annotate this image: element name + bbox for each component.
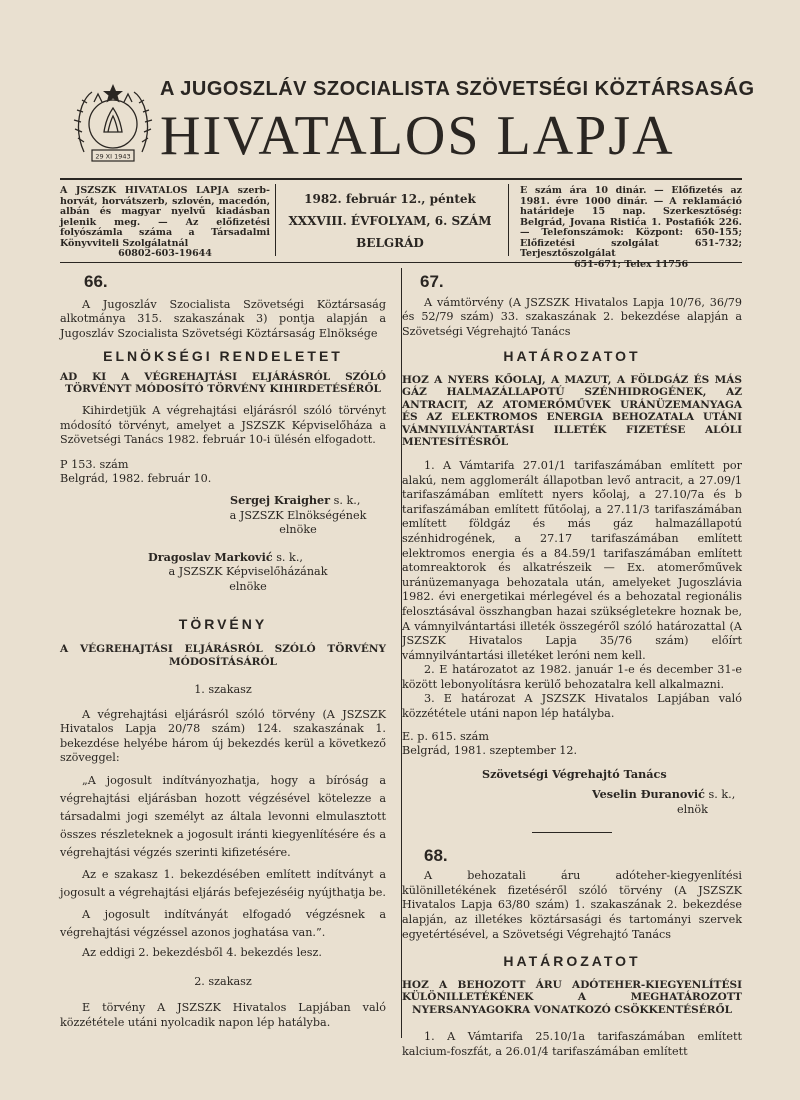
signature-markovic	[60, 550, 386, 566]
resolution-intro: A behozatali áru adóteher-kiegyenlítési különilletékének fizetéséről szóló törvény (A JSZSZK Hivatalos Lapja 63/80 szám) 1. szakaszának 2. bekezdése alapján, az illetékes köztársasági és tartományi szervek egyetértésével, a Szövetségi Végrehajtó Tanács	[402, 869, 742, 941]
header-left-info	[60, 186, 270, 260]
left-column	[60, 272, 386, 1030]
law-paragraph: Az e szakasz 1. bekezdésében említett indítványt a jogosult a végrehajtási eljárás befejezéséig nyújthatja be.	[60, 868, 386, 900]
law-title: A VÉGREHAJTÁSI ELJÁRÁSRÓL SZÓLÓ TÖRVÉNY MÓDOSÍTÁSÁRÓL	[60, 643, 386, 668]
signature-duranovic	[402, 787, 742, 803]
state-emblem	[70, 82, 156, 172]
law-heading: TÖRVÉNY	[178, 615, 268, 632]
signatory-name: Veselin Đuranović	[592, 787, 705, 802]
signatory-role: a JSZSZK Képviselőházának	[168, 565, 328, 579]
law-paragraph: „A jogosult indítványozhatja, hogy a bíróság a végrehajtási eljárásban hozott végzésével kötelezze a társadalmi jogi személyt az általa levonni elmulasztott összes részleteknek a jogosult iránti kiegyenlítésére és a végrehajtási végzés szerinti kifizetésére.	[60, 774, 386, 860]
issue-volume: XXXVIII. ÉVFOLYAM, 6. SZÁM	[288, 214, 492, 228]
header-issue-info	[280, 188, 500, 254]
law-paragraph: Az eddigi 2. bekezdésből 4. bekezdés lesz.	[82, 946, 322, 960]
item-number-66: 66.	[84, 272, 108, 291]
item-number-67: 67.	[420, 272, 444, 291]
section-2-label: 2. szakasz	[194, 974, 252, 988]
emblem-date-text: 29 XI 1943	[95, 152, 131, 161]
header-bottom-rule	[60, 262, 742, 263]
signatory-role: a JSZSZK Elnökségének	[229, 508, 367, 522]
decree-ref-number: P 153. szám	[60, 457, 129, 471]
right-column	[402, 272, 742, 1059]
signatory-name: Dragoslav Marković	[148, 549, 273, 564]
section-1-label: 1. szakasz	[194, 683, 252, 697]
resolution-heading: HATÁROZATOT	[503, 348, 641, 365]
header-divider	[275, 184, 276, 256]
resolution-paragraph: 1. A Vámtarifa 25.10/1a tarifaszámában említett kalcium-foszfát, a 26.01/4 tarifaszámában említett	[402, 1030, 742, 1058]
signatory-role: elnöke	[279, 523, 317, 537]
resolution-paragraph: 2. E határozatot az 1982. január 1-e és december 31-e között lebonyolításra kerülő behozatalra kell alkalmazni.	[402, 663, 742, 691]
resolution-ref-date: Belgrád, 1981. szeptember 12.	[402, 744, 578, 758]
law-paragraph: E törvény A JSZSZK Hivatalos Lapjában való közzététele utáni nyolcadik napon lép hatályba.	[60, 1001, 386, 1029]
header-left-text: A JSZSZK HIVATALOS LAPJA szerb-horvát, horvátszerb, szlovén, macedón, albán és magyar nyelvű kiadásban jelenik meg. — Az előfizetési folyószámla száma a Társadalmi Könyvviteli Szolgálatnál	[60, 185, 270, 249]
header-divider	[508, 184, 509, 256]
masthead-rule	[60, 178, 742, 180]
resolution-ref-number: E. p. 615. szám	[402, 729, 489, 743]
law-paragraph: A végrehajtási eljárásról szóló törvény (A JSZSZK Hivatalos Lapja 20/78 szám) 124. szakaszának 1. bekezdése helyébe három új bekezdés kerül a következő szöveggel:	[60, 707, 386, 765]
signatory-suffix: s. k.,	[276, 550, 303, 564]
decree-intro: A Jugoszláv Szocialista Szövetségi Köztársaság alkotmánya 315. szakaszának 3) pontja alapján a Jugoszláv Szocialista Szövetségi Köztársaság Elnöksége	[60, 297, 386, 340]
masthead-supertitle: A JUGOSZLÁV SZOCIALISTA SZÖVETSÉGI KÖZTÁRSASÁG	[160, 78, 755, 100]
decree-title: AD KI A VÉGREHAJTÁSI ELJÁRÁSRÓL SZÓLÓ TÖRVÉNYT MÓDOSÍTÓ TÖRVÉNY KIHIRDETÉSÉRŐL	[60, 370, 386, 396]
separator-rule	[532, 832, 612, 833]
signatory-name: Sergej Kraigher	[230, 492, 331, 507]
header-right-info	[520, 186, 742, 270]
resolution-paragraph: 3. E határozat A JSZSZK Hivatalos Lapjában való közzététele utáni napon lép hatályba.	[402, 692, 742, 721]
decree-heading: ELNÖKSÉGI RENDELETET	[103, 348, 343, 365]
resolution-intro: A vámtörvény (A JSZSZK Hivatalos Lapja 10/76, 36/79 és 52/79 szám) 33. szakaszának 2. bekezdése alapján a Szövetségi Végrehajtó Tanács	[402, 295, 742, 338]
resolution-paragraph: 1. A Vámtarifa 27.01/1 tarifaszámában említett por alakú, nem agglomerált állapotban levő antracit, a 27.09/1 tarifaszámában említett nyers kőolaj, a 27.10/7a és b tarifaszámában említett fűtőolaj, a 27.11/3 tarifaszámában említett földgáz és más gáz halmazállapotú szénhidrogének, a 27.17 tarifaszámában említett elektromos energia és a 84.59/1 tarifaszámában említett atomreaktorok és alkatrészeik — Ex. atomerőművek uránüzemanyaga behozatala után, amelyeket Jugoszlávia 1982. évi energetikai mérlegével és a behozatal regionális felosztásával összhangban hazai szükségletekre hoznak be, A vámnyilvántartási illeték összegéről szóló határozattal (A JSZSZK Hivatalos Lapja 35/76 szám) előírt vámnyilvántartási illetéket leróni nem kell.	[402, 458, 742, 662]
signatory-suffix: s. k.,	[708, 788, 736, 802]
header-right-text: E szám ára 10 dinár. — Előfizetés az 1981. évre 1000 dinár. — A reklamáció határideje 15 nap. Szerkesztőség: Belgrád, Jovana Ristića 1. Postafiók 226. — Telefonszámok: Központ: 650-155; Előfizetési szolgálat 651-732; Terjesztőszolgálat	[520, 185, 742, 259]
law-paragraph: A jogosult indítványát elfogadó végzésnek a végrehajtási végzéssel azonos joghatása van.”.	[60, 908, 386, 940]
signatory-role: elnök	[677, 803, 708, 817]
header-left-account: 60802-603-19644	[118, 248, 212, 259]
decree-ref-date: Belgrád, 1982. február 10.	[60, 472, 212, 486]
resolution-title: HOZ A NYERS KŐOLAJ, A MAZUT, A FÖLDGÁZ ÉS MÁS GÁZ HALMAZÁLLAPOTÚ SZÉNHIDROGÉNEK, AZ ANTRACIT, AZ ATOMERŐMŰVEK URÁNÜZEMANYAGA ÉS AZ ELEKTROMOS ENERGIA BEHOZATALA UTÁNI VÁMNYILVÁNTARTÁSI ILLETÉK FIZETÉSE ALÓLI MENTESÍTÉSRŐL	[402, 373, 742, 449]
signatory-role: elnöke	[229, 579, 267, 593]
resolution-heading: HATÁROZATOT	[503, 953, 641, 970]
council-name: Szövetségi Végrehajtó Tanács	[482, 766, 667, 781]
decree-text: Kihirdetjük A végrehajtási eljárásról szóló törvényt módosító törvényt, amelyet a JSZSZK Képviselőháza a Szövetségi Tanács 1982. február 10-i ülésén elfogadott.	[60, 403, 386, 447]
issue-date: 1982. február 12., péntek	[304, 192, 476, 206]
header-right-contacts: 651-671; Telex 11756	[573, 258, 689, 270]
item-number-68: 68.	[424, 845, 448, 865]
resolution-title: HOZ A BEHOZOTT ÁRU ADÓTEHER-KIEGYENLÍTÉSI KÜLÖNILLETÉKÉNEK A MEGHATÁROZOTT NYERSANYAGOKRA VONATKOZÓ CSÖKKENTÉSÉRŐL	[402, 978, 742, 1016]
issue-city: BELGRÁD	[356, 236, 424, 250]
signature-kraigher	[60, 493, 386, 509]
signatory-suffix: s. k.,	[333, 493, 361, 507]
masthead-title: HIVATALOS LAPJA	[160, 105, 675, 167]
